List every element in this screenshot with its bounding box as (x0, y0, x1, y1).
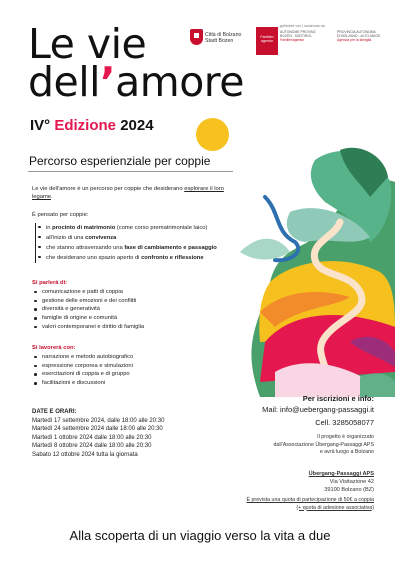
city-shield-icon (190, 29, 203, 45)
list-item: facilitazioni e discussioni (32, 379, 232, 388)
intro-underlined: esplorare il loro legame (32, 186, 224, 200)
province-it (337, 30, 390, 42)
subtitle: Percorso esperienziale per coppie (29, 154, 211, 168)
list-item: diversità e generatività (32, 305, 232, 314)
organizer-note (246, 434, 374, 457)
intro-text: Le vie dell'amore è un percorso per coppie che desiderano (32, 186, 185, 192)
list-item: espressione corporea e simulazioni (32, 362, 232, 371)
organizer-name: Übergang-Passaggi APS (308, 471, 374, 477)
province-it-3: Agenzia per la famiglia (337, 38, 372, 42)
edition-heading (30, 117, 154, 134)
province-de-2: BOZEN - SÜDTIROL (280, 34, 312, 38)
familienagentur-logo-icon (256, 27, 278, 55)
organizer-address (246, 470, 374, 494)
mark-line-1: Familien (260, 35, 274, 39)
mark-line-2: agentur (261, 39, 273, 43)
contact-mail[interactable]: Mail: info@uebergang-passaggi.it (262, 405, 374, 414)
organizer-line-2: dall'Associazione Übergang-Passaggi APS (273, 441, 374, 448)
topics-list (32, 288, 232, 332)
methods-list (32, 353, 232, 388)
city-line-1: Città di Bolzano (205, 32, 242, 38)
dates-heading: DATE E ORARI: (32, 409, 77, 415)
fee-line-1: È prevista una quota di partecipazione di 50€ a coppia (246, 497, 374, 503)
tagline: Alla scoperta di un viaggio verso la vita a due (69, 528, 331, 543)
date-item: Martedì 17 settembre 2024, dalle 18:00 alle 20:30 (32, 417, 165, 424)
divider (28, 171, 233, 172)
list-item: valori contemporanei e diritto di famiglia (32, 323, 232, 332)
list-item: in procinto di matrimonio (come corso prematrimoniale laico) (36, 223, 247, 233)
methods-heading: Si lavorerà con: (32, 345, 76, 351)
city-line-2: Stadt Bozen (205, 38, 234, 44)
date-item: Martedì 24 settembre 2024 dalle 18:00 alle 20:30 (32, 426, 163, 432)
city-logo (190, 24, 255, 64)
list-item: che stanno attraversando una fase di cambiamento e passaggio (36, 243, 247, 253)
sponsor-header: gefördert von | sostenuto da (280, 24, 325, 28)
edition-word: Edizione (54, 117, 117, 134)
title-dell: dell (28, 58, 101, 106)
contact-phone[interactable]: Cell. 3285058077 (315, 418, 374, 427)
address-line-1: Via Visitazione 42 (329, 479, 374, 485)
dates-section (32, 408, 242, 459)
province-de-1: AUTONOME PROVINZ (280, 30, 316, 34)
list-item: esercitazioni di coppia e di gruppo (32, 370, 232, 379)
list-item: comunicazione e patti di coppia (32, 288, 232, 297)
list-item: narrazione e metodo autobiografico (32, 353, 232, 362)
edition-year: 2024 (120, 117, 154, 134)
date-item: Martedì 1 ottobre 2024 dalle 18:00 alle 20:30 (32, 434, 152, 441)
topics-section (32, 280, 232, 332)
fee-note (246, 497, 374, 512)
province-de (280, 30, 333, 42)
province-de-3: Familienagentur (280, 38, 305, 42)
target-couples-list (35, 223, 247, 263)
list-item: famiglie di origine e comunità (32, 314, 232, 323)
target-couples-section (32, 212, 247, 263)
topics-heading: Si parlerà di: (32, 280, 68, 286)
address-line-2: 39100 Bolzano (BZ) (324, 487, 374, 493)
target-couples-heading: È pensato per coppie: (32, 212, 89, 218)
date-item: Martedì 8 ottobre 2024 dalle 18:00 alle 20:30 (32, 443, 152, 449)
province-logo (280, 24, 390, 42)
organizer-line-1: Il progetto è organizzato (317, 434, 374, 440)
city-name (205, 32, 241, 44)
date-item: Sabato 12 ottobre 2024 tutta la giornata (32, 451, 138, 458)
sponsor-logos (190, 24, 390, 74)
title-amore: amore (115, 58, 244, 106)
fee-line-2: (+ quota di adesione associativa) (296, 504, 374, 511)
list-item: all'inizio di una convivenza (36, 233, 247, 243)
list-item: che desiderano uno spazio aperto di confronto e riflessione (36, 253, 247, 263)
province-it-2: DI BOLZANO - ALTO ADIGE (337, 34, 381, 38)
title-apostrophe: ’ (100, 58, 116, 106)
landscape-illustration (220, 142, 395, 397)
edition-number: IV° (30, 117, 51, 134)
intro-end: . (51, 193, 53, 200)
organizer-line-3: e avrà luogo a Bolzano (319, 449, 374, 455)
title-line-1: Le vie (28, 20, 147, 68)
province-it-1: PROVINCIA AUTONOMA (337, 30, 376, 34)
methods-section (32, 345, 232, 388)
list-item: gestione delle emozioni e dei conflitti (32, 297, 232, 306)
registration-heading: Per iscrizioni e info: (302, 394, 374, 403)
intro-paragraph (32, 186, 232, 202)
